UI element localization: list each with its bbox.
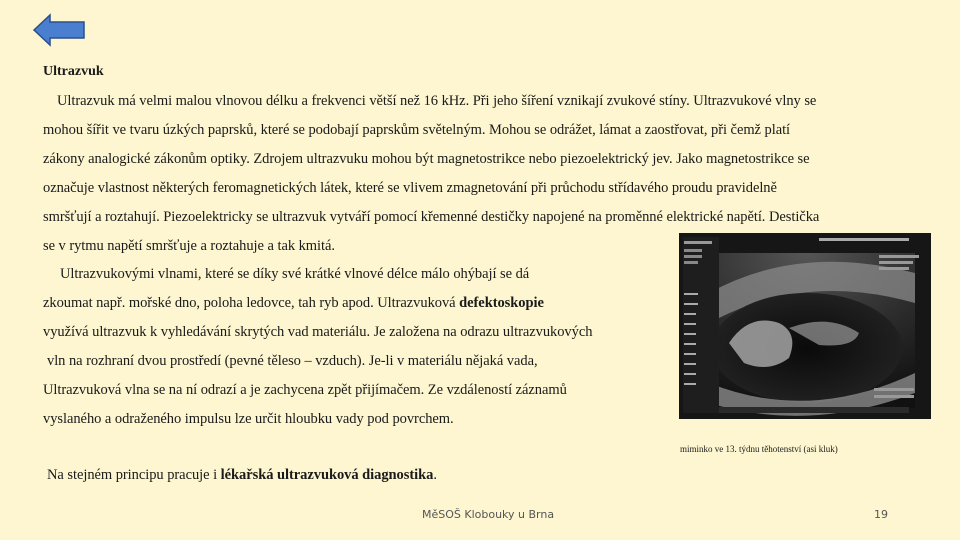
closing-sentence: Na stejném principu pracuje i lékařská ultrazvuková diagnostika. [47,467,437,483]
back-arrow-icon[interactable] [32,13,86,47]
paragraph-line: mohou šířit ve tvaru úzkých paprsků, které se podobají paprskům světelným. Mohou se odrážet, lámat a zaostřovat, při čemž platí [43,122,791,138]
paragraph-line: Ultrazvuk má velmi malou vlnovou délku a frekvenci větší než 16 kHz. Při jeho šíření vznikají zvukové stíny. Ultrazvukové vlny se [57,93,817,109]
paragraph-line: označuje vlastnost některých feromagnetických látek, které se vlivem zmagnetování při průchodu střídavého proudu pravidelně [43,180,777,196]
paragraph-line: využívá ultrazvuk k vyhledávání skrytých vad materiálu. Je založena na odrazu ultrazvukových [43,324,593,340]
ultrasound-image [679,233,931,419]
paragraph-line: Ultrazvuková vlna se na ní odrazí a je zachycena zpět přijímačem. Ze vzdáleností záznamů [43,382,567,398]
diagnostika-term: lékařská ultrazvuková diagnostika [220,467,434,483]
defektoskopie-term: defektoskopie [459,295,544,311]
paragraph-line: smršťují a roztahují. Piezoelektricky se ultrazvuk vytváří pomocí křemenné destičky napojené na proměnné elektrické napětí. Destička [43,209,820,225]
paragraph-line: zákony analogické zákonům optiky. Zdrojem ultrazvuku mohou být magnetostrikce nebo piezoelektrický jev. Jako magnetostrikce se [43,151,810,167]
image-caption: miminko ve 13. týdnu těhotenství (asi kluk) [680,444,838,454]
paragraph-line: zkoumat např. mořské dno, poloha ledovce, tah ryb apod. Ultrazvuková defektoskopie [43,295,544,311]
paragraph-line: vyslaného a odraženého impulsu lze určit hloubku vady pod povrchem. [43,411,454,427]
page-number: 19 [874,508,888,521]
paragraph-line: vln na rozhraní dvou prostředí (pevné těleso – vzduch). Je-li v materiálu nějaká vada, [47,353,538,369]
paragraph-line: Ultrazvukovými vlnami, které se díky své krátké vlnové délce málo ohýbají se dá [60,266,530,282]
slide-title: Ultrazvuk [43,64,104,79]
footer-text: MěSOŠ Klobouky u Brna [422,508,555,521]
paragraph-line: se v rytmu napětí smršťuje a roztahuje a tak kmitá. [43,238,335,254]
